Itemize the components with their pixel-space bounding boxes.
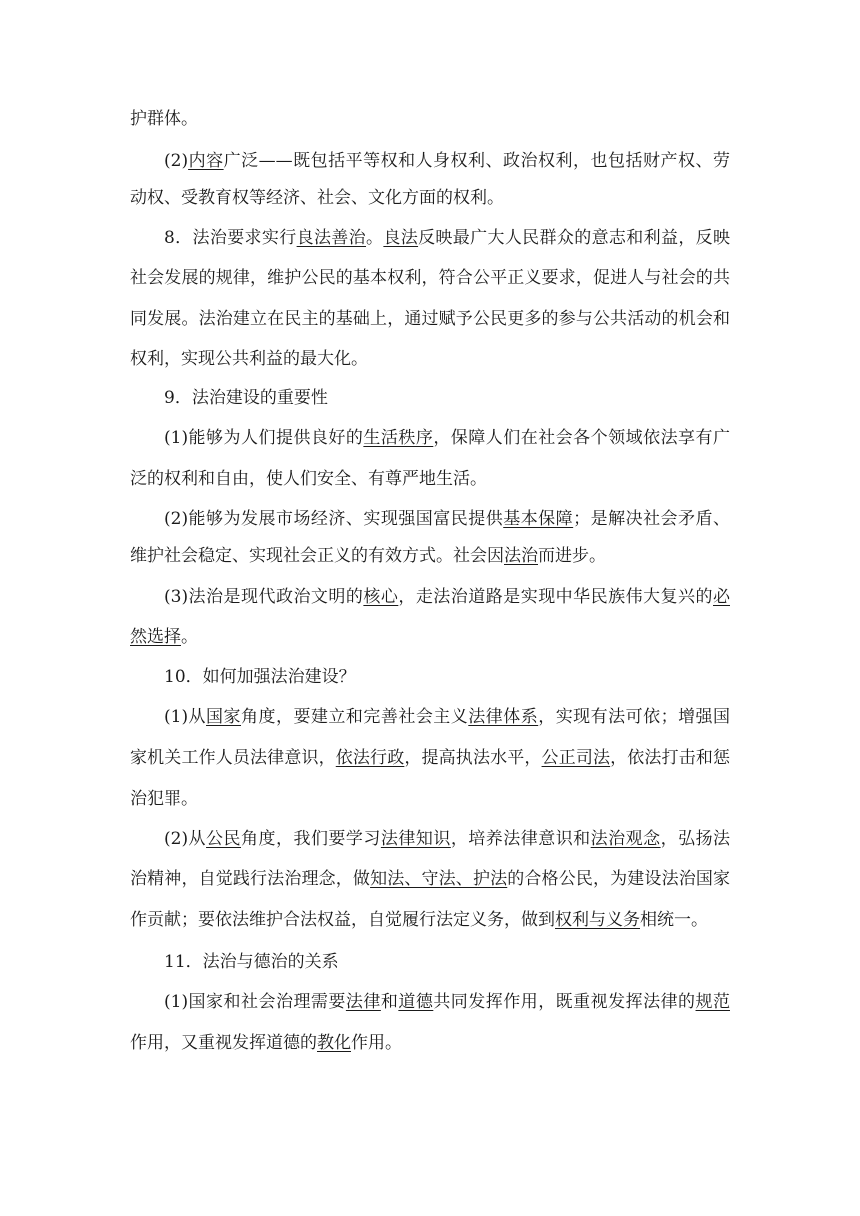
underlined-term: 必 — [713, 587, 730, 607]
underlined-term: 基本保障 — [503, 509, 574, 529]
underlined-term: 依法行政 — [335, 748, 405, 768]
text-segment: ，弘扬法 — [660, 829, 730, 849]
text-segment: (2)从 — [164, 829, 207, 849]
text-line — [130, 867, 730, 891]
text-segment: (2)能够为发展市场经济、实现强国富民提供 — [164, 509, 504, 529]
underlined-term: 然选择 — [130, 627, 181, 647]
text-line — [130, 266, 730, 290]
text-segment: 8．法治要求实行 — [164, 228, 297, 248]
text-segment: 。 — [366, 228, 384, 248]
text-segment: ，提高执法水平， — [404, 748, 542, 768]
underlined-term: 良法善治 — [296, 228, 367, 248]
text-line — [164, 226, 730, 250]
text-line — [130, 908, 730, 932]
text-segment: (2) — [164, 151, 189, 171]
underlined-term: 良法 — [383, 228, 419, 248]
text-segment: ，保障人们在社会各个领域依法享有广 — [433, 428, 730, 448]
text-segment: 维护社会稳定、实现社会正义的有效方式。社会因 — [130, 546, 504, 566]
text-segment: 护群体。 — [130, 109, 198, 129]
text-segment: 相统一。 — [640, 910, 708, 930]
underlined-term: 规范 — [695, 992, 730, 1012]
text-line — [130, 467, 730, 491]
text-segment: (1)能够为人们提供良好的 — [164, 428, 364, 448]
text-segment: 广泛——既包括平等权和人身权利、政治权利，也包括财产权、劳 — [223, 151, 730, 171]
text-segment: 治犯罪。 — [130, 789, 198, 809]
underlined-term: 法律体系 — [468, 707, 539, 727]
text-line — [164, 426, 730, 450]
underlined-term: 国家 — [206, 707, 242, 727]
text-line — [164, 149, 730, 173]
text-segment: 而进步。 — [538, 546, 606, 566]
text-segment: 家机关工作人员法律意识， — [130, 748, 336, 768]
text-line — [164, 705, 730, 729]
text-segment: 作用。 — [351, 1033, 402, 1053]
text-segment: 和 — [380, 992, 399, 1012]
underlined-term: 道德 — [398, 992, 434, 1012]
text-segment: ，培养法律意识和 — [450, 829, 591, 849]
underlined-term: 法治观念 — [590, 829, 661, 849]
text-line — [164, 386, 730, 410]
text-segment: 角度，我们要学习 — [241, 829, 381, 849]
underlined-term: 法治 — [504, 546, 538, 566]
text-segment: 动权、受教育权等经济、社会、文化方面的权利。 — [130, 188, 504, 208]
text-line — [164, 827, 730, 851]
underlined-term: 公正司法 — [541, 748, 611, 768]
text-line — [164, 585, 730, 609]
underlined-term: 公民 — [206, 829, 242, 849]
text-segment: 11．法治与德治的关系 — [164, 952, 339, 972]
underlined-term: 权利与义务 — [555, 910, 640, 930]
text-segment: 的合格公民，为建设法治国家 — [507, 869, 730, 889]
text-line — [130, 787, 730, 811]
text-line — [164, 950, 730, 974]
underlined-term: 知法、守法、护法 — [370, 869, 508, 889]
text-segment: 9．法治建设的重要性 — [164, 388, 328, 408]
text-line — [130, 347, 730, 371]
underlined-term: 生活秩序 — [363, 428, 434, 448]
text-line — [130, 625, 730, 649]
text-segment: 治精神，自觉践行法治理念，做 — [130, 869, 371, 889]
text-segment: (1)从 — [164, 707, 207, 727]
text-line — [164, 990, 730, 1014]
text-segment: 同发展。法治建立在民主的基础上，通过赋予公民更多的参与公共活动的机会和 — [130, 309, 730, 329]
text-segment: 泛的权利和自由，使人们安全、有尊严地生活。 — [130, 469, 487, 489]
text-segment: 权利，实现公共利益的最大化。 — [130, 349, 368, 369]
text-segment: 角度，要建立和完善社会主义 — [241, 707, 469, 727]
underlined-term: 法律 — [345, 992, 381, 1012]
text-segment: 反映最广大人民群众的意志和利益，反映 — [418, 228, 730, 248]
text-segment: ，走法治道路是实现中华民族伟大复兴的 — [398, 587, 713, 607]
text-segment: 。 — [181, 627, 198, 647]
underlined-term: 法律知识 — [380, 829, 451, 849]
text-segment: ，实现有法可依；增强国 — [538, 707, 730, 727]
text-line — [130, 186, 730, 210]
text-segment: ，依法打击和惩 — [610, 748, 730, 768]
text-line — [164, 507, 730, 531]
text-line — [130, 746, 730, 770]
text-line — [164, 665, 730, 689]
underlined-term: 核心 — [363, 587, 399, 607]
text-line — [130, 307, 730, 331]
text-segment: (1)国家和社会治理需要 — [164, 992, 346, 1012]
text-segment: 作用，又重视发挥道德的 — [130, 1033, 317, 1053]
text-segment: 共同发挥作用，既重视发挥法律的 — [433, 992, 696, 1012]
text-line — [130, 107, 730, 131]
text-segment: ；是解决社会矛盾、 — [573, 509, 730, 529]
text-segment: 社会发展的规律，维护公民的基本权利，符合公平正义要求，促进人与社会的共 — [130, 268, 730, 288]
text-segment: (3)法治是现代政治文明的 — [164, 587, 364, 607]
underlined-term: 教化 — [317, 1033, 351, 1053]
text-segment: 作贡献；要依法维护合法权益，自觉履行法定义务，做到 — [130, 910, 555, 930]
text-line — [130, 1031, 730, 1055]
text-line — [130, 544, 730, 568]
underlined-term: 内容 — [188, 151, 224, 171]
text-segment: 10．如何加强法治建设？ — [164, 667, 356, 687]
